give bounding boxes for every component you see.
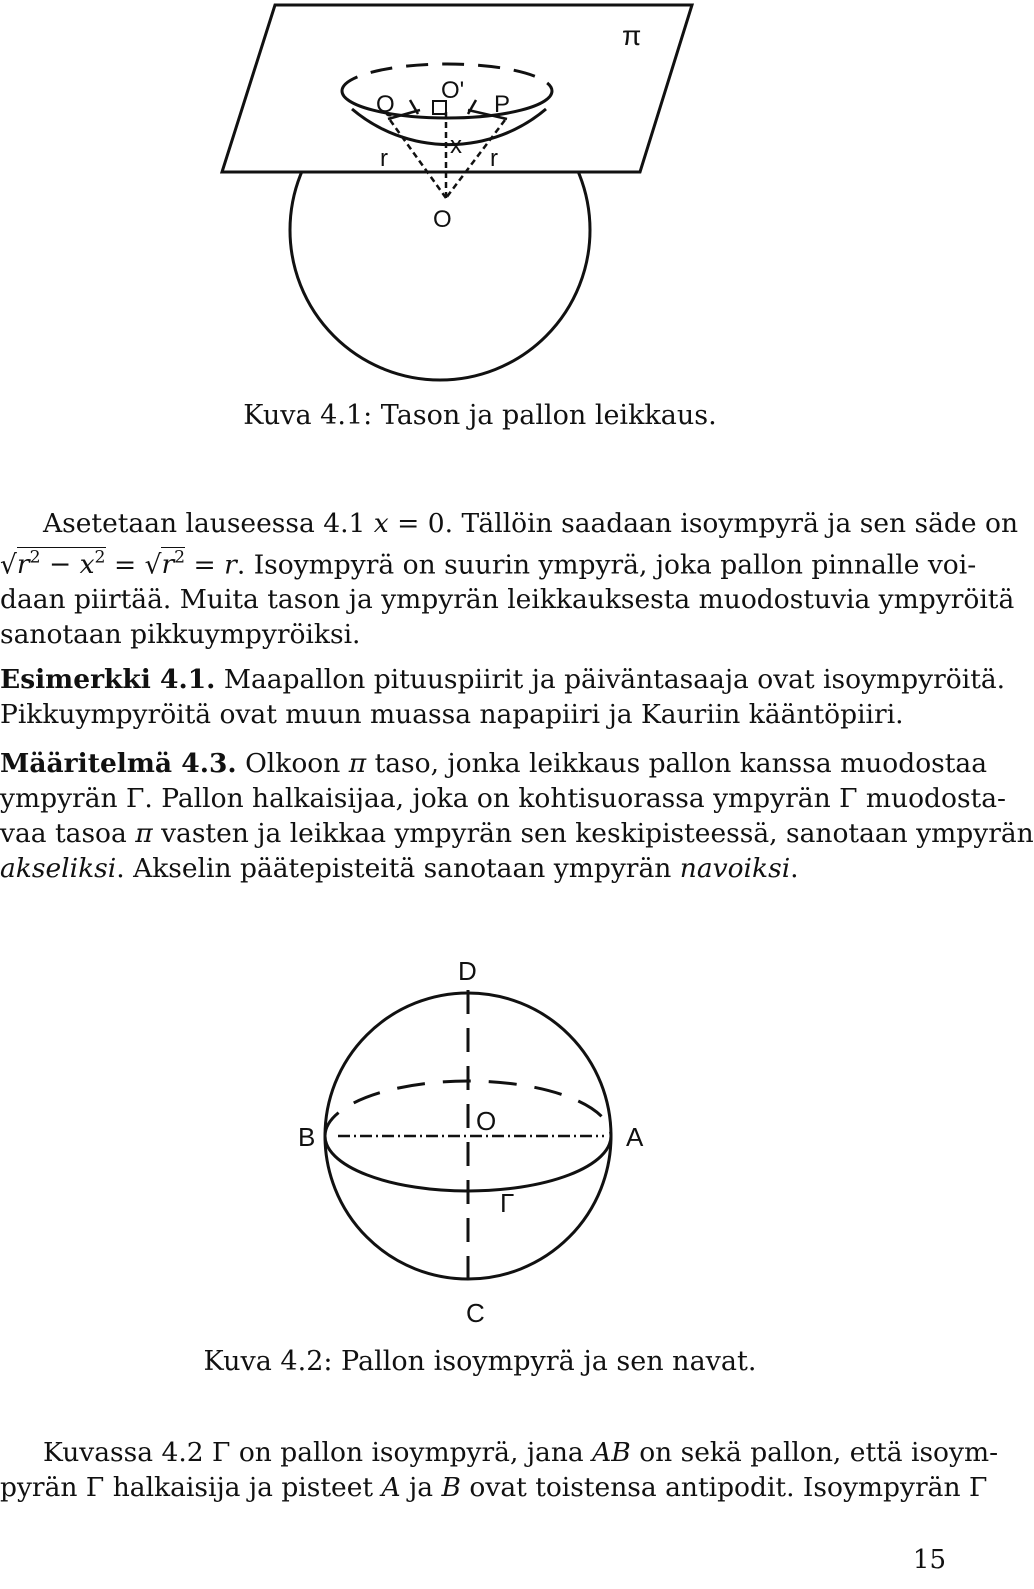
label-o-center: O [476,1106,497,1136]
label-p: P [494,91,511,118]
label-c: C [466,1298,485,1328]
para1-line4: sanotaan pikkuympyröiksi. [0,619,361,651]
label-gamma: Γ [500,1188,515,1218]
definition-label: Määritelmä 4.3. [0,748,237,779]
example-block [0,662,1006,732]
label-o-prime: O' [441,77,465,104]
definition-line2: ympyrän Γ. Pallon halkaisijaa, joka on kohtisuorassa ympyrän Γ muodosta- [0,783,1006,814]
label-r-left: r [380,145,388,172]
para1-line3: daan piirtää. Muita tason ja ympyrän leikkauksesta muodostuvia ympyröitä [0,584,1015,616]
figure2-caption: Kuva 4.2: Pallon isoympyrä ja sen navat. [203,1346,757,1377]
figure1-caption: Kuva 4.1: Tason ja pallon leikkaus. [243,400,717,431]
term-axis: akseliksi [0,853,117,884]
label-o: O [433,206,452,233]
label-r-right: r [490,145,498,172]
label-pi: π [622,20,642,51]
para1-line1: Asetetaan lauseessa 4.1 x = 0. Tällöin saadaan isoympyrä ja sen säde on [43,508,1019,539]
paragraph-great-circle [0,506,1019,652]
term-poles: navoiksi [679,853,791,884]
example-label: Esimerkki 4.1. [0,664,216,695]
paragraph-antipodes [0,1435,999,1505]
label-d: D [458,956,477,986]
para2-line2: pyrän Γ halkaisija ja pisteet A ja B ovat toistensa antipodit. Isoympyrän Γ [0,1472,988,1503]
example-line2: Pikkuympyröitä ovat muun muassa napapiiri ja Kauriin kääntöpiiri. [0,699,904,730]
label-q: Q [376,91,395,118]
definition-line4: akseliksi. Akselin päätepisteitä sanotaan ympyrän navoiksi. [0,853,799,884]
definition-line1: Määritelmä 4.3. Olkoon π taso, jonka leikkaus pallon kanssa muodostaa [0,748,988,779]
label-a: A [626,1122,644,1152]
label-x: x [450,132,462,159]
para2-line1: Kuvassa 4.2 Γ on pallon isoympyrä, jana AB on sekä pallon, että isoym- [43,1437,999,1468]
label-b: B [298,1122,316,1152]
definition-block [0,746,1034,886]
page-number: 15 [912,1545,946,1575]
figure-great-circle-poles [0,950,960,1350]
definition-line3: vaa tasoa π vasten ja leikkaa ympyrän sen keskipisteessä, sanotaan ympyrän [0,818,1034,849]
example-line1: Esimerkki 4.1. Maapallon pituuspiirit ja päiväntasaaja ovat isoympyröitä. [0,664,1006,695]
figure-plane-sphere [0,0,960,400]
para1-line2: $√r^2 - x^2 = √r^2 = r$. Isoympyrä on suurin ympyrä, joka pallon pinnalle voi- [0,548,977,581]
